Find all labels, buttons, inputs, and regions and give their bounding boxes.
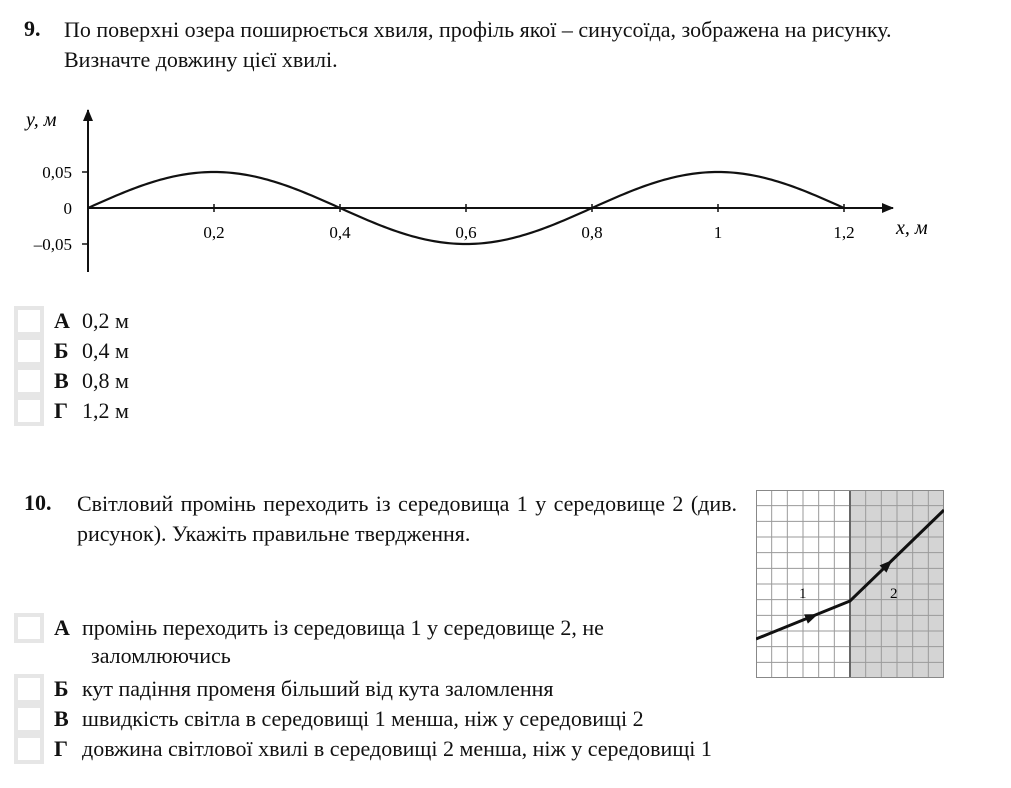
answer-checkbox[interactable] xyxy=(14,734,44,764)
question-9-text: По поверхні озера поширюється хвиля, профіль якої – синусоїда, зображена на рисунку. Визначте довжину цієї хвилі. xyxy=(64,17,892,72)
question-9-number: 9. xyxy=(24,16,41,41)
answer-checkbox[interactable] xyxy=(14,336,44,366)
x-tick-label: 0,2 xyxy=(203,223,225,242)
y-tick-label: 0,05 xyxy=(42,163,72,182)
ray-arrow-medium-1 xyxy=(804,609,820,623)
option-text: промінь переходить із середовища 1 у середовище 2, не xyxy=(82,615,604,640)
x-tick-label: 1,2 xyxy=(833,223,855,242)
q10-option-0[interactable] xyxy=(14,613,604,643)
option-letter: Б xyxy=(54,676,69,701)
option-text: кут падіння променя більший від кута заломлення xyxy=(82,676,554,701)
answer-checkbox[interactable] xyxy=(14,366,44,396)
option-letter: А xyxy=(54,308,70,333)
option-text: швидкість світла в середовищі 1 менша, ніж у середовищі 2 xyxy=(82,706,644,731)
y-axis-label: y, м xyxy=(26,109,57,131)
q10-option-1[interactable] xyxy=(14,674,554,704)
option-letter: Г xyxy=(54,736,68,761)
option-letter: А xyxy=(54,615,70,640)
answer-checkbox[interactable] xyxy=(14,396,44,426)
y-tick-label: –0,05 xyxy=(33,235,72,254)
option-text: 1,2 м xyxy=(82,398,129,423)
q9-option-3[interactable] xyxy=(14,396,129,426)
option-text: 0,4 м xyxy=(82,338,129,363)
answer-checkbox[interactable] xyxy=(14,674,44,704)
x-tick-label: 1 xyxy=(713,223,723,242)
x-tick-label: 0,6 xyxy=(455,223,477,242)
question-10-text: Світловий промінь переходить із середовища 1 у середовище 2 (див. рисунок). Укажіть правильне твердження. xyxy=(77,491,737,546)
wave-graph xyxy=(0,0,1011,300)
medium-2-label: 2 xyxy=(890,586,898,602)
option-letter: Б xyxy=(54,338,69,363)
answer-checkbox[interactable] xyxy=(14,306,44,336)
option-text: довжина світлової хвилі в середовищі 2 менша, ніж у середовищі 1 xyxy=(82,736,712,761)
option-letter: Г xyxy=(54,398,68,423)
x-tick-label: 0,8 xyxy=(581,223,603,242)
medium-1-label: 1 xyxy=(799,586,807,602)
answer-checkbox[interactable] xyxy=(14,704,44,734)
question-10-number: 10. xyxy=(24,490,52,515)
q9-option-2[interactable] xyxy=(14,366,129,396)
option-letter: В xyxy=(54,368,69,393)
refraction-figure xyxy=(756,490,944,678)
y-tick-label: 0 xyxy=(63,199,72,218)
x-tick-label: 0,4 xyxy=(329,223,351,242)
option-text-continuation: заломлюючись xyxy=(91,643,231,668)
option-text: 0,2 м xyxy=(82,308,129,333)
q10-option-2[interactable] xyxy=(14,704,644,734)
q9-option-0[interactable] xyxy=(14,306,129,336)
option-letter: В xyxy=(54,706,69,731)
x-axis-label: x, м xyxy=(896,217,928,239)
q9-option-1[interactable] xyxy=(14,336,129,366)
q10-option-3[interactable] xyxy=(14,734,712,764)
option-text: 0,8 м xyxy=(82,368,129,393)
answer-checkbox[interactable] xyxy=(14,613,44,643)
